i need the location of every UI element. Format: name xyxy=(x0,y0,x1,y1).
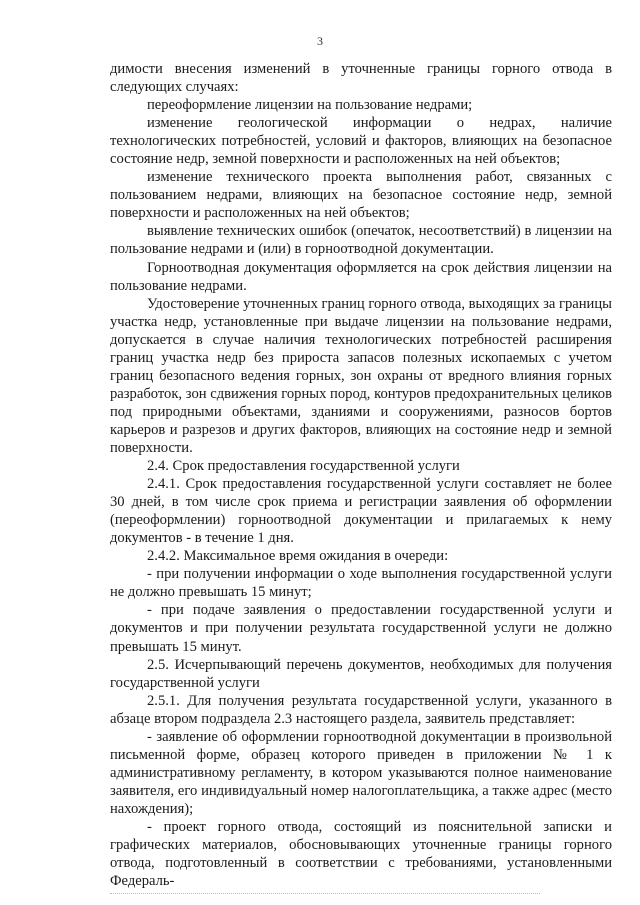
paragraph: Удостоверение уточненных границ горного отвода, выходящих за границы участка недр, установленные при выдаче лицензии на пользование недрами, допускается в случае наличия технологических потребностей расширения границ участка недр без прироста запасов полезных ископаемых с учетом границ безопасного ведения горных, зон охраны от вредного влияния горных разработок, зон сдвижения горных пород, контуров предохранительных целиков под природными объектами, зданиями и сооружениями, разносов бортов карьеров и разрезов и других факторов, влияющих на состояние недр и земной поверхности. xyxy=(110,295,612,456)
section-heading: 2.5. Исчерпывающий перечень документов, необходимых для получения государственной услуги xyxy=(110,656,612,691)
paragraph: переоформление лицензии на пользование недрами; xyxy=(147,97,473,114)
paragraph: изменение технического проекта выполнения работ, связанных с пользованием недрами, влияющих на безопасное состояние недр, земной поверхности и расположенных на ней объектов; xyxy=(110,169,612,222)
paragraph: выявление технических ошибок (опечаток, несоответствий) в лицензии на пользование недрами и (или) в горноотводной документации. xyxy=(110,223,612,258)
paragraph: Горноотводная документация оформляется на срок действия лицензии на пользование недрами. xyxy=(110,259,612,294)
paragraph: 2.4.1. Срок предоставления государственной услуги составляет не более 30 дней, в том числе срок приема и регистрации заявления об оформлении (переоформлении) горноотводной документации и прилагаемых к нему документов - в течение 1 дня. xyxy=(110,476,612,547)
paragraph: изменение геологической информации о недрах, наличие технологических потребностей, условий и факторов, влияющих на безопасное состояние недр, земной поверхности и расположенных на ней объектов; xyxy=(110,115,612,168)
list-item: - проект горного отвода, состоящий из пояснительной записки и графических материалов, обосновывающих уточненные границы горного отвода, подготовленный в соответствии с требованиями, установленными Федераль- xyxy=(110,818,612,890)
list-item: - заявление об оформлении горноотводной документации в произвольной письменной форме, образец которого приведен в приложении № 1 к административному регламенту, в котором указываются полное наименование заявителя, его индивидуальный номер налогоплательщика, а также адрес (место нахождения); xyxy=(110,728,612,817)
paragraph: димости внесения изменений в уточненные границы горного отвода в следующих случаях: xyxy=(110,61,612,96)
document-body xyxy=(110,60,612,890)
paragraph: 2.5.1. Для получения результата государственной услуги, указанного в абзаце втором подраздела 2.3 настоящего раздела, заявитель представляет: xyxy=(110,692,612,727)
list-item: - при получении информации о ходе выполнения государственной услуги не должно превышать 15 минут; xyxy=(110,566,612,601)
bottom-divider xyxy=(110,893,540,894)
section-heading: 2.4. Срок предоставления государственной услуги xyxy=(147,458,460,475)
page-number: 3 xyxy=(317,34,323,48)
paragraph: 2.4.2. Максимальное время ожидания в очереди: xyxy=(147,548,449,565)
list-item: - при подаче заявления о предоставлении государственной услуги и документов и при получении результата государственной услуги не должно превышать 15 минут. xyxy=(110,602,612,655)
